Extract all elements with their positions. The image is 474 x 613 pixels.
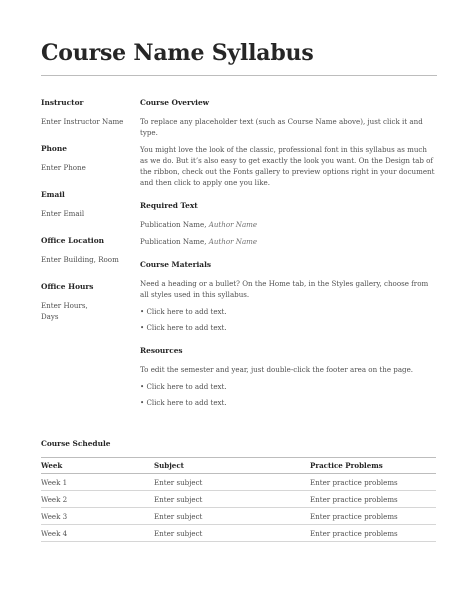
content-column [140,98,436,421]
column-header-subject: Subject [154,458,310,474]
table-header-row [41,458,436,474]
column-header-practice: Practice Problems [310,458,436,474]
practice-cell[interactable]: Enter practice problems [310,491,436,508]
instructor-label: Instructor [41,98,84,107]
required-text-heading: Required Text [140,201,198,210]
table-row [41,525,436,542]
instructor-section [41,98,133,127]
materials-bullet[interactable]: • Click here to add text. [140,323,227,332]
page-title[interactable]: Course Name Syllabus [41,40,314,66]
week-cell[interactable]: Week 1 [41,474,154,491]
materials-bullet[interactable]: • Click here to add text. [140,307,227,316]
week-cell[interactable]: Week 4 [41,525,154,542]
office-hours-line2: Days [41,312,59,321]
office-location-label: Office Location [41,236,105,245]
subject-cell[interactable]: Enter subject [154,508,310,525]
subject-cell[interactable]: Enter subject [154,474,310,491]
resources-bullet[interactable]: • Click here to add text. [140,382,227,391]
practice-cell[interactable]: Enter practice problems [310,508,436,525]
office-hours-label: Office Hours [41,282,94,291]
week-cell[interactable]: Week 2 [41,491,154,508]
schedule-table [41,457,436,542]
resources-section [140,346,436,408]
phone-label: Phone [41,144,67,153]
overview-section [140,98,436,188]
materials-heading: Course Materials [140,260,212,269]
publication-name: Publication Name, [140,237,209,246]
office-location-value[interactable]: Enter Building, Room [41,255,119,264]
office-hours-value[interactable] [41,300,133,322]
phone-section [41,144,133,173]
resources-paragraph[interactable]: To edit the semester and year, just double-click the footer area on the page. [140,365,414,374]
overview-paragraph-1[interactable]: To replace any placeholder text (such as Course Name above), just click it and type. [140,117,423,137]
overview-heading: Course Overview [140,98,210,107]
table-row [41,491,436,508]
publication-name: Publication Name, [140,220,209,229]
table-row [41,508,436,525]
materials-section [140,260,436,333]
overview-paragraph-2[interactable]: You might love the look of the classic, professional font in this syllabus as much as we do. But it’s also easy to get exactly the look you want. On the Design tab of the ribbon, check out the Fonts gallery to preview options right in your document and then click to apply one you like. [140,145,435,187]
email-value[interactable]: Enter Email [41,209,85,218]
schedule-heading: Course Schedule [41,439,111,448]
author-name: Author Name [208,220,258,229]
materials-paragraph[interactable]: Need a heading or a bullet? On the Home tab, in the Styles gallery, choose from all styles used in this syllabus. [140,279,429,299]
publication-entry[interactable] [140,219,436,230]
author-name: Author Name [208,237,258,246]
office-hours-line1: Enter Hours, [41,301,88,310]
publication-entry[interactable] [140,236,436,247]
resources-heading: Resources [140,346,183,355]
practice-cell[interactable]: Enter practice problems [310,525,436,542]
email-section [41,190,133,219]
office-hours-section [41,282,133,322]
email-label: Email [41,190,65,199]
practice-cell[interactable]: Enter practice problems [310,474,436,491]
week-cell[interactable]: Week 3 [41,508,154,525]
column-header-week: Week [41,458,154,474]
resources-bullet[interactable]: • Click here to add text. [140,398,227,407]
instructor-value[interactable]: Enter Instructor Name [41,117,124,126]
subject-cell[interactable]: Enter subject [154,525,310,542]
required-text-section [140,201,436,247]
subject-cell[interactable]: Enter subject [154,491,310,508]
contact-column [41,98,133,339]
office-location-section [41,236,133,265]
table-row [41,474,436,491]
phone-value[interactable]: Enter Phone [41,163,86,172]
title-divider [41,75,437,76]
